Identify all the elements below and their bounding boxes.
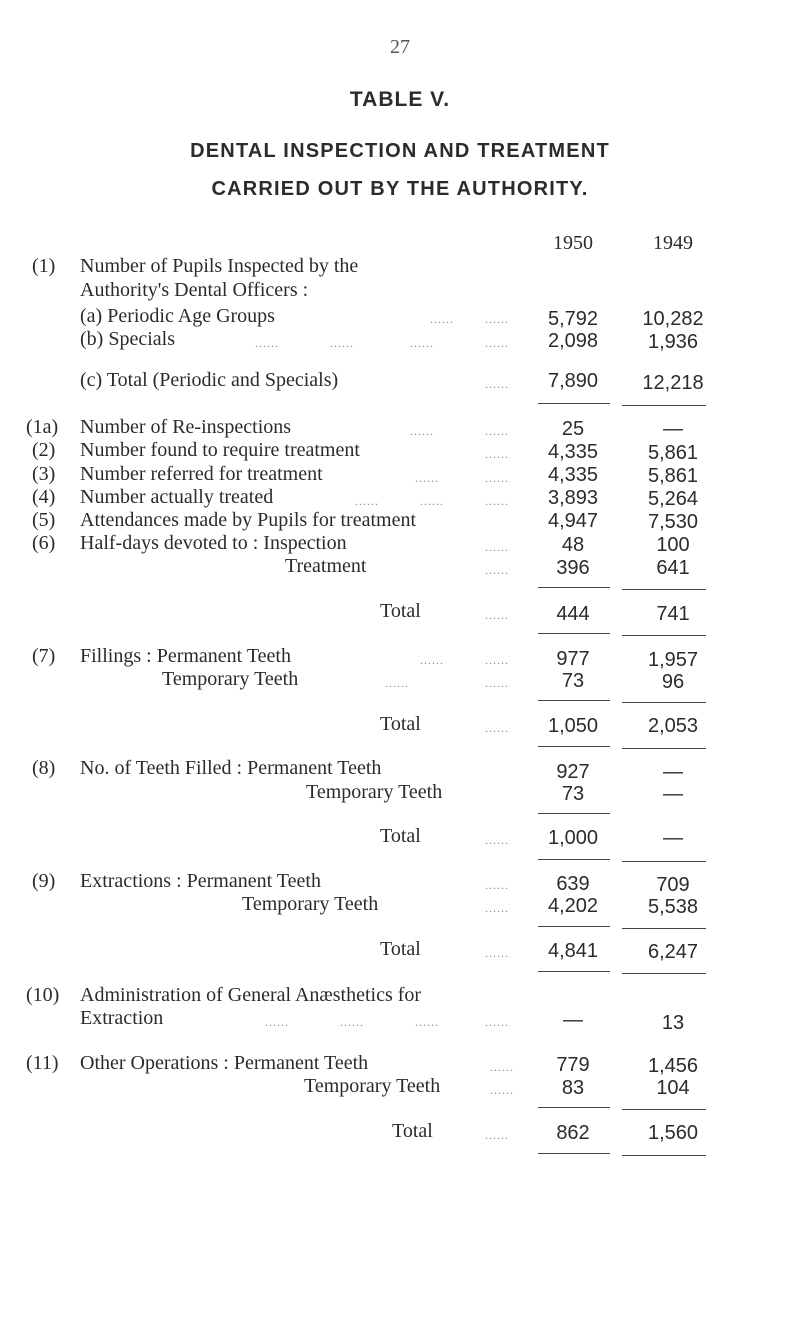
item-number: (10) [26, 984, 60, 1006]
row-label: Treatment [285, 555, 367, 577]
row-label: Other Operations : Permanent Teeth [80, 1052, 369, 1074]
total-1949: — [663, 827, 683, 849]
row-label: Number found to require treatment [80, 439, 360, 461]
leader-dots: ...... [485, 447, 509, 461]
total-rule [622, 405, 706, 406]
value-1950: 396 [556, 557, 590, 579]
total-label: Total [380, 600, 421, 622]
total-label: Total [380, 825, 421, 847]
item-number: (8) [32, 757, 56, 779]
item-number: (3) [32, 463, 56, 485]
leader-dots: ...... [410, 336, 434, 350]
total-rule [538, 971, 610, 972]
total-1949: 2,053 [647, 715, 699, 737]
value-1949: — [663, 761, 683, 783]
total-rule [538, 403, 610, 404]
subtotal-rule [622, 928, 706, 929]
value-1949: 7,530 [647, 511, 699, 533]
row-label: Temporary Teeth [304, 1075, 441, 1097]
value-1949: 1,957 [647, 649, 699, 671]
page-number: 27 [390, 36, 410, 58]
subtotal-rule [622, 1109, 706, 1110]
leader-dots: ...... [420, 494, 444, 508]
value-1950: 977 [556, 648, 590, 670]
leader-dots: ...... [490, 1060, 514, 1074]
total-label: Total [380, 938, 421, 960]
value-1950: 73 [561, 783, 585, 805]
leader-dots: ...... [485, 494, 509, 508]
row-label: Temporary Teeth [306, 781, 443, 803]
leader-dots: ...... [340, 1015, 364, 1029]
value-1949: 12,218 [642, 372, 704, 394]
leader-dots: ...... [330, 336, 354, 350]
leader-dots: ...... [485, 608, 509, 622]
total-rule [622, 635, 706, 636]
row-label: Fillings : Permanent Teeth [80, 645, 291, 667]
leader-dots: ...... [485, 653, 509, 667]
subtotal-rule [538, 813, 610, 814]
leader-dots: ...... [430, 312, 454, 326]
leader-dots: ...... [485, 336, 509, 350]
total-1949: 741 [656, 603, 690, 625]
total-label: Total [392, 1120, 433, 1142]
row-label: (c) Total (Periodic and Specials) [80, 369, 339, 391]
value-1949: — [663, 418, 683, 440]
total-label: Total [380, 713, 421, 735]
value-1950: 48 [561, 534, 585, 556]
leader-dots: ...... [385, 676, 409, 690]
total-rule [538, 633, 610, 634]
item-number: (5) [32, 509, 56, 531]
value-1950: 2,098 [547, 330, 599, 352]
value-1950: 25 [561, 418, 585, 440]
leader-dots: ...... [485, 1128, 509, 1142]
value-1950: 5,792 [547, 308, 599, 330]
total-1950: 862 [556, 1122, 590, 1144]
row-label: Extractions : Permanent Teeth [80, 870, 321, 892]
row-label: (a) Periodic Age Groups [80, 305, 275, 327]
year-header-1949: 1949 [653, 232, 693, 254]
total-rule [622, 973, 706, 974]
item-number: (1a) [26, 416, 59, 438]
table-title: TABLE V. [349, 88, 451, 111]
leader-dots: ...... [485, 312, 509, 326]
row-label: Temporary Teeth [242, 893, 379, 915]
value-1949: 5,861 [647, 465, 699, 487]
value-1950: 4,947 [547, 510, 599, 532]
total-rule [538, 1153, 610, 1154]
leader-dots: ...... [490, 1083, 514, 1097]
subtotal-rule [622, 589, 706, 590]
total-1950: 1,050 [547, 715, 599, 737]
subtotal-rule [538, 1107, 610, 1108]
subtotal-rule [622, 702, 706, 703]
value-1950: 4,202 [547, 895, 599, 917]
row-label: Administration of General Anæsthetics for [80, 984, 422, 1006]
leader-dots: ...... [485, 471, 509, 485]
value-1949: 5,264 [647, 488, 699, 510]
leader-dots: ...... [415, 471, 439, 485]
leader-dots: ...... [485, 878, 509, 892]
row-label: Attendances made by Pupils for treatment [80, 509, 417, 531]
value-1949: — [663, 783, 683, 805]
value-1949: 104 [656, 1077, 690, 1099]
leader-dots: ...... [485, 946, 509, 960]
total-rule [622, 748, 706, 749]
leader-dots: ...... [485, 833, 509, 847]
row-label: Authority's Dental Officers : [80, 279, 309, 301]
leader-dots: ...... [485, 563, 509, 577]
leader-dots: ...... [485, 901, 509, 915]
subtotal-rule [538, 700, 610, 701]
total-1950: 444 [556, 603, 590, 625]
value-1949: 96 [661, 671, 685, 693]
total-rule [538, 859, 610, 860]
leader-dots: ...... [410, 424, 434, 438]
value-1949: 5,861 [647, 442, 699, 464]
row-label: Number of Re-inspections [80, 416, 292, 438]
total-1950: 1,000 [547, 827, 599, 849]
row-label: Number actually treated [80, 486, 274, 508]
leader-dots: ...... [485, 721, 509, 735]
heading-line-1: DENTAL INSPECTION AND TREATMENT [190, 140, 610, 162]
value-1949: 5,538 [647, 896, 699, 918]
leader-dots: ...... [420, 653, 444, 667]
item-number: (1) [32, 255, 56, 277]
subtotal-rule [538, 926, 610, 927]
value-1949: 709 [656, 874, 690, 896]
value-1949: 1,456 [647, 1055, 699, 1077]
leader-dots: ...... [255, 336, 279, 350]
leader-dots: ...... [485, 540, 509, 554]
row-label: (b) Specials [80, 328, 175, 350]
row-label: Temporary Teeth [162, 668, 299, 690]
total-rule [622, 1155, 706, 1156]
subtotal-rule [538, 587, 610, 588]
row-label: Extraction [80, 1007, 164, 1029]
leader-dots: ...... [355, 494, 379, 508]
value-1950: 4,335 [547, 441, 599, 463]
heading-line-2: CARRIED OUT BY THE AUTHORITY. [211, 178, 589, 200]
value-1950: 927 [556, 761, 590, 783]
value-1950: 639 [556, 873, 590, 895]
value-1949: 1,936 [647, 331, 699, 353]
value-1949: 10,282 [642, 308, 704, 330]
total-1949: 1,560 [647, 1122, 699, 1144]
item-number: (11) [26, 1052, 59, 1074]
leader-dots: ...... [485, 676, 509, 690]
item-number: (4) [32, 486, 56, 508]
item-number: (6) [32, 532, 56, 554]
leader-dots: ...... [485, 424, 509, 438]
value-1950: 3,893 [547, 487, 599, 509]
row-label: Number referred for treatment [80, 463, 323, 485]
leader-dots: ...... [485, 1015, 509, 1029]
row-label: No. of Teeth Filled : Permanent Teeth [80, 757, 382, 779]
leader-dots: ...... [265, 1015, 289, 1029]
row-label: Half-days devoted to : Inspection [80, 532, 347, 554]
value-1950: 83 [561, 1077, 585, 1099]
value-1950: — [563, 1009, 583, 1031]
value-1949: 641 [656, 557, 690, 579]
value-1950: 7,890 [547, 370, 599, 392]
value-1950: 779 [556, 1054, 590, 1076]
value-1950: 73 [561, 670, 585, 692]
leader-dots: ...... [485, 377, 509, 391]
row-label: Number of Pupils Inspected by the [80, 255, 359, 277]
item-number: (2) [32, 439, 56, 461]
year-header-1950: 1950 [553, 232, 593, 254]
value-1949: 13 [661, 1012, 685, 1034]
total-1950: 4,841 [547, 940, 599, 962]
total-rule [622, 861, 706, 862]
item-number: (9) [32, 870, 56, 892]
item-number: (7) [32, 645, 56, 667]
value-1949: 100 [656, 534, 690, 556]
total-rule [538, 746, 610, 747]
value-1950: 4,335 [547, 464, 599, 486]
leader-dots: ...... [415, 1015, 439, 1029]
total-1949: 6,247 [647, 941, 699, 963]
